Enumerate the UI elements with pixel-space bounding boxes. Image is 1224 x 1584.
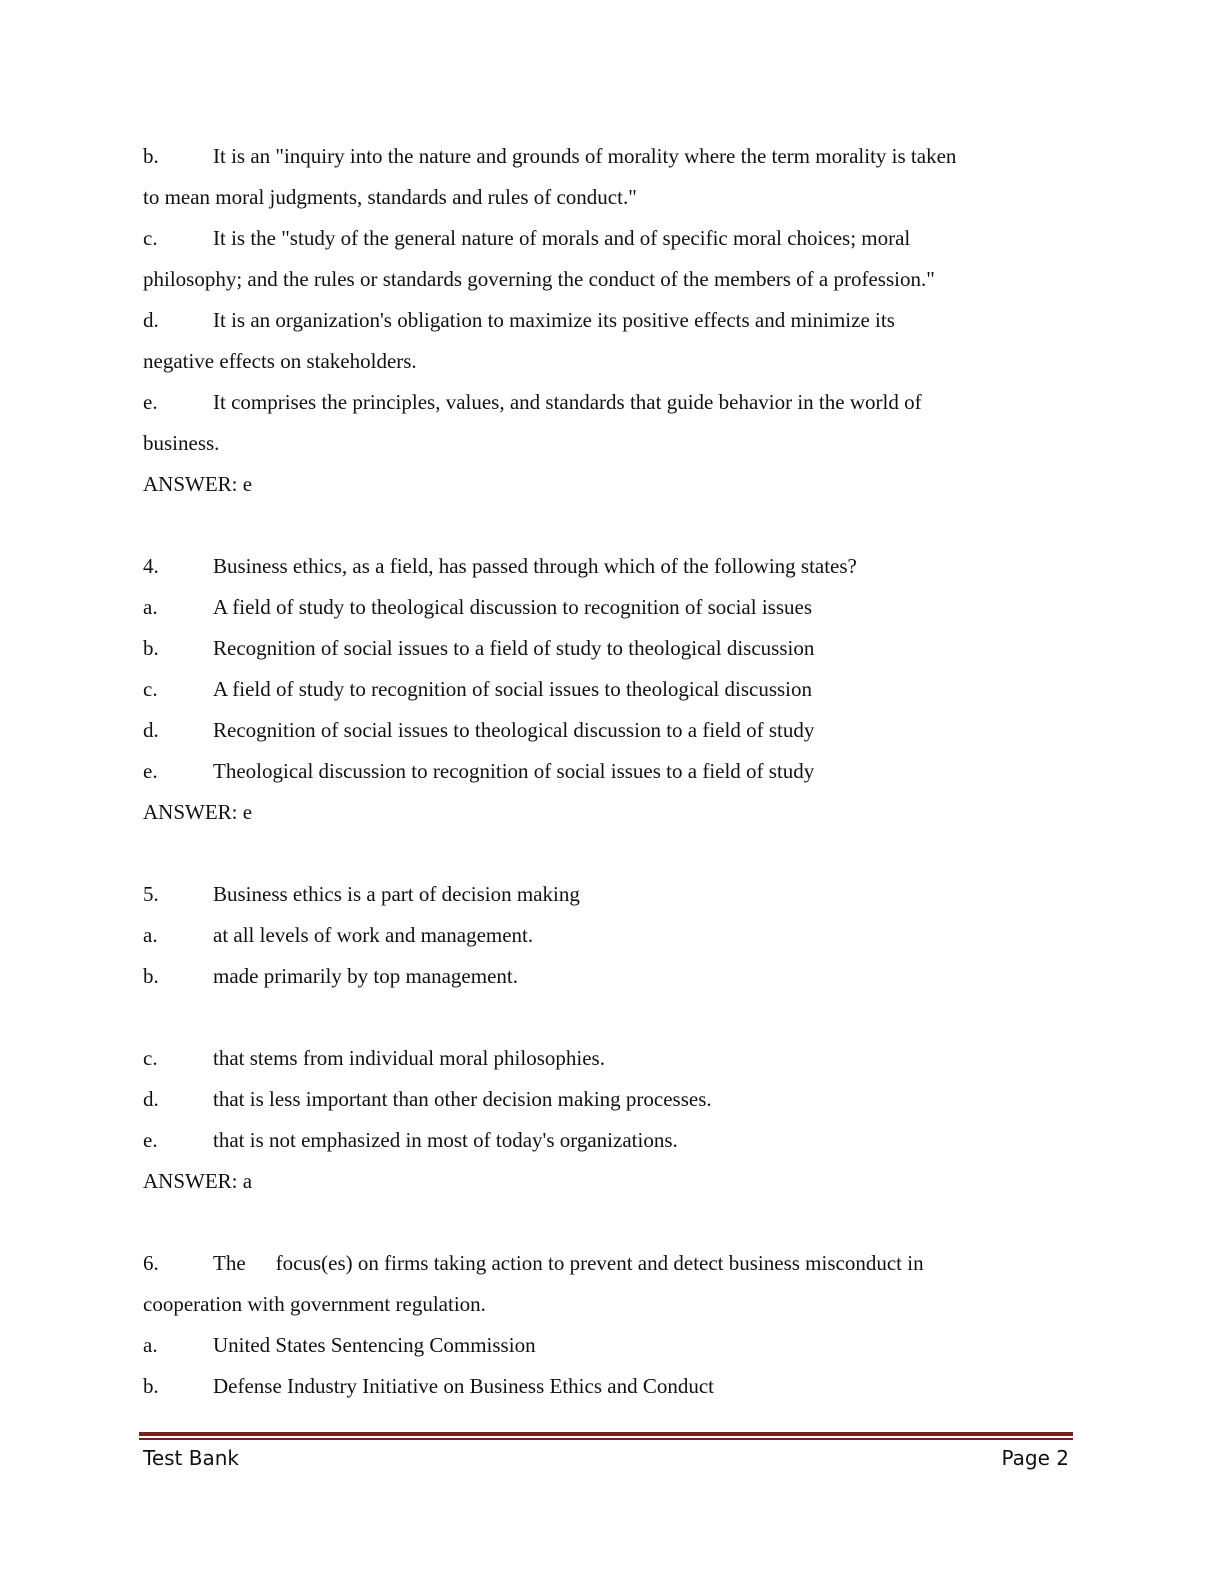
- q4-option-b: [143, 628, 1078, 669]
- question-number: 5.: [143, 882, 159, 906]
- option-label: e.: [143, 759, 158, 783]
- option-text: It is an organization's obligation to maximize its positive effects and minimize its: [213, 308, 895, 332]
- q4-answer: ANSWER: e: [143, 800, 253, 824]
- footer-rule: [139, 1432, 1073, 1440]
- option-label: e.: [143, 390, 158, 414]
- spacer: [143, 505, 1078, 546]
- q4-option-d: [143, 710, 1078, 751]
- q3-option-c: [143, 218, 1078, 259]
- page-footer: [143, 1446, 1069, 1470]
- q5-option-a: [143, 915, 1078, 956]
- option-text: It is an "inquiry into the nature and grounds of morality where the term morality is taken: [213, 144, 957, 168]
- option-label: a.: [143, 595, 158, 619]
- q3-answer: ANSWER: e: [143, 472, 253, 496]
- q6-stem: [143, 1243, 1078, 1284]
- q4-stem: [143, 546, 1078, 587]
- spacer: [143, 1202, 1078, 1243]
- option-label: b.: [143, 144, 159, 168]
- q4-option-a: [143, 587, 1078, 628]
- question-text-continued: cooperation with government regulation.: [143, 1292, 486, 1316]
- q5-option-c: [143, 1038, 1078, 1079]
- option-label: c.: [143, 677, 158, 701]
- option-text: Defense Industry Initiative on Business Ethics and Conduct: [213, 1374, 714, 1398]
- option-text-continued: business.: [143, 431, 220, 455]
- question-text-before-blank: The: [213, 1251, 246, 1275]
- q6-option-b: [143, 1366, 1078, 1407]
- footer-rule-thin: [139, 1438, 1073, 1440]
- option-label: a.: [143, 923, 158, 947]
- option-text-continued: negative effects on stakeholders.: [143, 349, 417, 373]
- option-text: It comprises the principles, values, and standards that guide behavior in the world of: [213, 390, 922, 414]
- option-label: b.: [143, 1374, 159, 1398]
- question-text-after-blank: focus(es) on firms taking action to prevent and detect business misconduct in: [275, 1251, 924, 1275]
- option-label: c.: [143, 1046, 158, 1070]
- option-text: Theological discussion to recognition of social issues to a field of study: [213, 759, 815, 783]
- footer-rule-thick: [139, 1432, 1073, 1436]
- option-label: d.: [143, 718, 159, 742]
- q5-option-d: [143, 1079, 1078, 1120]
- spacer: [143, 997, 1078, 1038]
- question-number: 4.: [143, 554, 159, 578]
- option-text: A field of study to recognition of social issues to theological discussion: [213, 677, 813, 701]
- option-text: at all levels of work and management.: [213, 923, 534, 947]
- q5-answer: ANSWER: a: [143, 1169, 253, 1193]
- option-label: a.: [143, 1333, 158, 1357]
- option-text-continued: philosophy; and the rules or standards governing the conduct of the members of a profession.": [143, 267, 935, 291]
- q5-option-b: [143, 956, 1078, 997]
- option-text: United States Sentencing Commission: [213, 1333, 536, 1357]
- option-text: made primarily by top management.: [213, 964, 518, 988]
- page-number: Page 2: [1001, 1446, 1069, 1470]
- question-text: Business ethics is a part of decision making: [213, 882, 580, 906]
- option-text: that stems from individual moral philosophies.: [213, 1046, 605, 1070]
- spacer: [143, 833, 1078, 874]
- q6-option-a: [143, 1325, 1078, 1366]
- option-text: that is not emphasized in most of today's organizations.: [213, 1128, 678, 1152]
- q5-option-e: [143, 1120, 1078, 1161]
- question-text: Business ethics, as a field, has passed through which of the following states?: [213, 554, 857, 578]
- page-content: [143, 136, 1078, 1407]
- q3-option-e: [143, 382, 1078, 423]
- question-number: 6.: [143, 1251, 159, 1275]
- q4-option-c: [143, 669, 1078, 710]
- q4-option-e: [143, 751, 1078, 792]
- question-text: [213, 1243, 1078, 1284]
- option-label: b.: [143, 636, 159, 660]
- option-label: c.: [143, 226, 158, 250]
- footer-left-text: Test Bank: [143, 1446, 239, 1470]
- q5-stem: [143, 874, 1078, 915]
- option-text: Recognition of social issues to theological discussion to a field of study: [213, 718, 815, 742]
- option-text: It is the "study of the general nature of morals and of specific moral choices; moral: [213, 226, 911, 250]
- option-label: d.: [143, 308, 159, 332]
- option-text: that is less important than other decision making processes.: [213, 1087, 712, 1111]
- option-label: e.: [143, 1128, 158, 1152]
- q3-option-d: [143, 300, 1078, 341]
- option-text-continued: to mean moral judgments, standards and rules of conduct.": [143, 185, 637, 209]
- q3-option-b: [143, 136, 1078, 177]
- option-text: Recognition of social issues to a field of study to theological discussion: [213, 636, 815, 660]
- option-label: d.: [143, 1087, 159, 1111]
- option-text: A field of study to theological discussion to recognition of social issues: [213, 595, 813, 619]
- option-label: b.: [143, 964, 159, 988]
